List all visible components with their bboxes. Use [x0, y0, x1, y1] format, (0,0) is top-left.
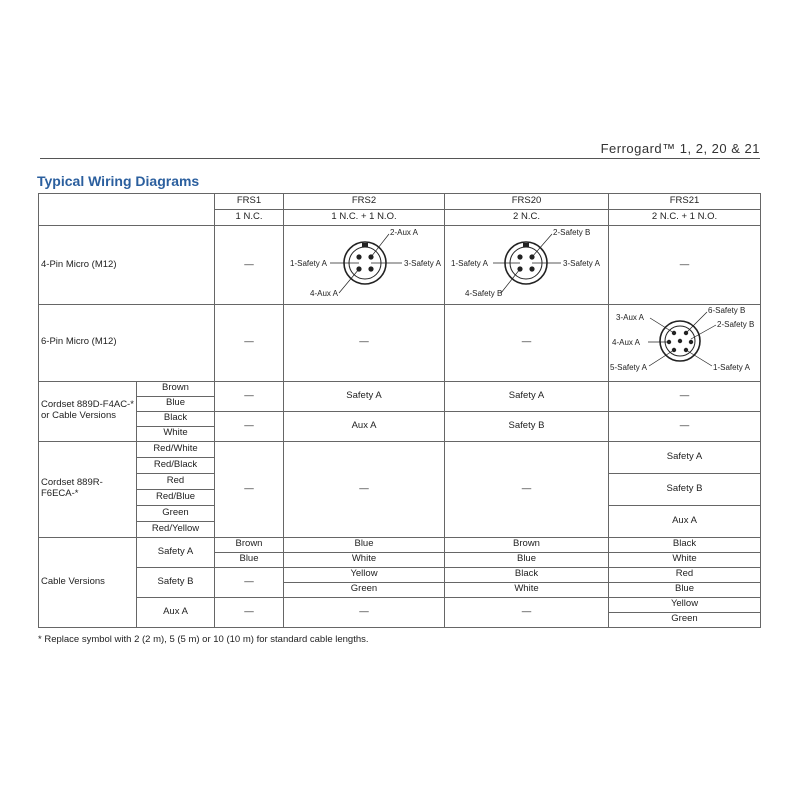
pin-label: 6-Safety B — [707, 305, 745, 315]
frs21-cordset-value: Safety B — [609, 473, 761, 505]
pin-label: 4-Aux A — [310, 289, 339, 298]
wire-color: Brown — [137, 381, 215, 396]
pin-label: 2-Safety B — [716, 319, 754, 329]
dash-cell: — — [284, 597, 445, 627]
pin-label: 3-Safety A — [404, 259, 441, 268]
cable-group-label: Safety A — [137, 537, 215, 567]
wiring-table — [38, 193, 761, 628]
cable-color: Green — [609, 612, 761, 627]
wire-color: Red — [137, 473, 215, 489]
dash-cell: — — [609, 381, 761, 411]
footnote: * Replace symbol with 2 (2 m), 5 (5 m) or 10 (10 m) for standard cable lengths. — [38, 634, 369, 645]
cable-color: Black — [609, 537, 761, 552]
dash-cell: — — [284, 441, 445, 537]
frs21-cordset-value: Aux A — [609, 505, 761, 537]
cable-color: Green — [284, 582, 445, 597]
dash-cell: — — [215, 441, 284, 537]
frs20-cordset-value: Safety B — [445, 411, 609, 441]
wire-color: Red/Yellow — [137, 521, 215, 537]
cable-group-label: Safety B — [137, 567, 215, 597]
row-label-cable-versions: Cable Versions — [39, 537, 137, 627]
cable-color: Black — [445, 567, 609, 582]
wire-color: Green — [137, 505, 215, 521]
cable-group-label: Aux A — [137, 597, 215, 627]
frs21-6pin-diagram — [609, 304, 761, 381]
dash-cell: — — [215, 411, 284, 441]
document-title: Ferrogard™ 1, 2, 20 & 21 — [600, 141, 760, 156]
dash-cell: — — [609, 411, 761, 441]
header-rule — [40, 158, 760, 159]
pin-label: 4-Safety B — [465, 289, 503, 298]
dash-cell: — — [284, 304, 445, 381]
pin-label: 3-Aux A — [615, 312, 644, 322]
wire-color: Red/Blue — [137, 489, 215, 505]
dash-cell: — — [215, 567, 284, 597]
row-label-6pin: 6-Pin Micro (M12) — [39, 304, 215, 381]
header-blank — [39, 194, 215, 226]
connector-4pin-diagram — [447, 226, 607, 300]
pin-label: 3-Safety A — [563, 259, 600, 268]
pin-label: 1-Safety A — [290, 259, 327, 268]
pin-label: 5-Safety A — [609, 362, 647, 372]
pin-label: 4-Aux A — [611, 337, 640, 347]
row-label-cordset-889d: Cordset 889D-F4AC-* or Cable Versions — [39, 381, 137, 441]
col-contacts: 1 N.C. + 1 N.O. — [284, 210, 445, 226]
col-contacts: 2 N.C. + 1 N.O. — [609, 210, 761, 226]
wire-color: Blue — [137, 396, 215, 411]
cable-color: Yellow — [284, 567, 445, 582]
dash-cell: — — [215, 381, 284, 411]
row-label-4pin: 4-Pin Micro (M12) — [39, 226, 215, 305]
cable-color: Brown — [445, 537, 609, 552]
col-contacts: 2 N.C. — [445, 210, 609, 226]
pin-label: 1-Safety A — [712, 362, 750, 372]
cable-color: Blue — [284, 537, 445, 552]
frs2-cordset-value: Safety A — [284, 381, 445, 411]
cable-color: White — [609, 552, 761, 567]
cable-color: Blue — [215, 552, 284, 567]
col-contacts: 1 N.C. — [215, 210, 284, 226]
wire-color: White — [137, 426, 215, 441]
frs21-cordset-value: Safety A — [609, 441, 761, 473]
dash-cell: — — [445, 304, 609, 381]
wire-color: Red/Black — [137, 457, 215, 473]
frs2-cordset-value: Aux A — [284, 411, 445, 441]
frs20-cordset-value: Safety A — [445, 381, 609, 411]
wire-color: Red/White — [137, 441, 215, 457]
dash-cell: — — [445, 597, 609, 627]
dash-cell: — — [445, 441, 609, 537]
pin-label: 1-Safety A — [451, 259, 488, 268]
pin-label: 2-Aux A — [390, 228, 419, 237]
section-title: Typical Wiring Diagrams — [37, 173, 200, 189]
cable-color: Brown — [215, 537, 284, 552]
col-model: FRS20 — [445, 194, 609, 210]
dash-cell: — — [215, 597, 284, 627]
frs20-4pin-diagram — [445, 226, 609, 305]
dash-cell: — — [609, 226, 761, 305]
cable-color: Blue — [445, 552, 609, 567]
dash-cell: — — [215, 226, 284, 305]
col-model: FRS1 — [215, 194, 284, 210]
dash-cell: — — [215, 304, 284, 381]
col-model: FRS2 — [284, 194, 445, 210]
cable-color: Red — [609, 567, 761, 582]
row-label-cordset-889r: Cordset 889R-F6ECA-* — [39, 441, 137, 537]
connector-6pin-diagram — [610, 305, 760, 377]
cable-color: White — [445, 582, 609, 597]
connector-4pin-diagram — [286, 226, 444, 300]
cable-color: White — [284, 552, 445, 567]
wire-color: Black — [137, 411, 215, 426]
pin-label: 2-Safety B — [553, 228, 591, 237]
col-model: FRS21 — [609, 194, 761, 210]
frs2-4pin-diagram — [284, 226, 445, 305]
cable-color: Yellow — [609, 597, 761, 612]
cable-color: Blue — [609, 582, 761, 597]
